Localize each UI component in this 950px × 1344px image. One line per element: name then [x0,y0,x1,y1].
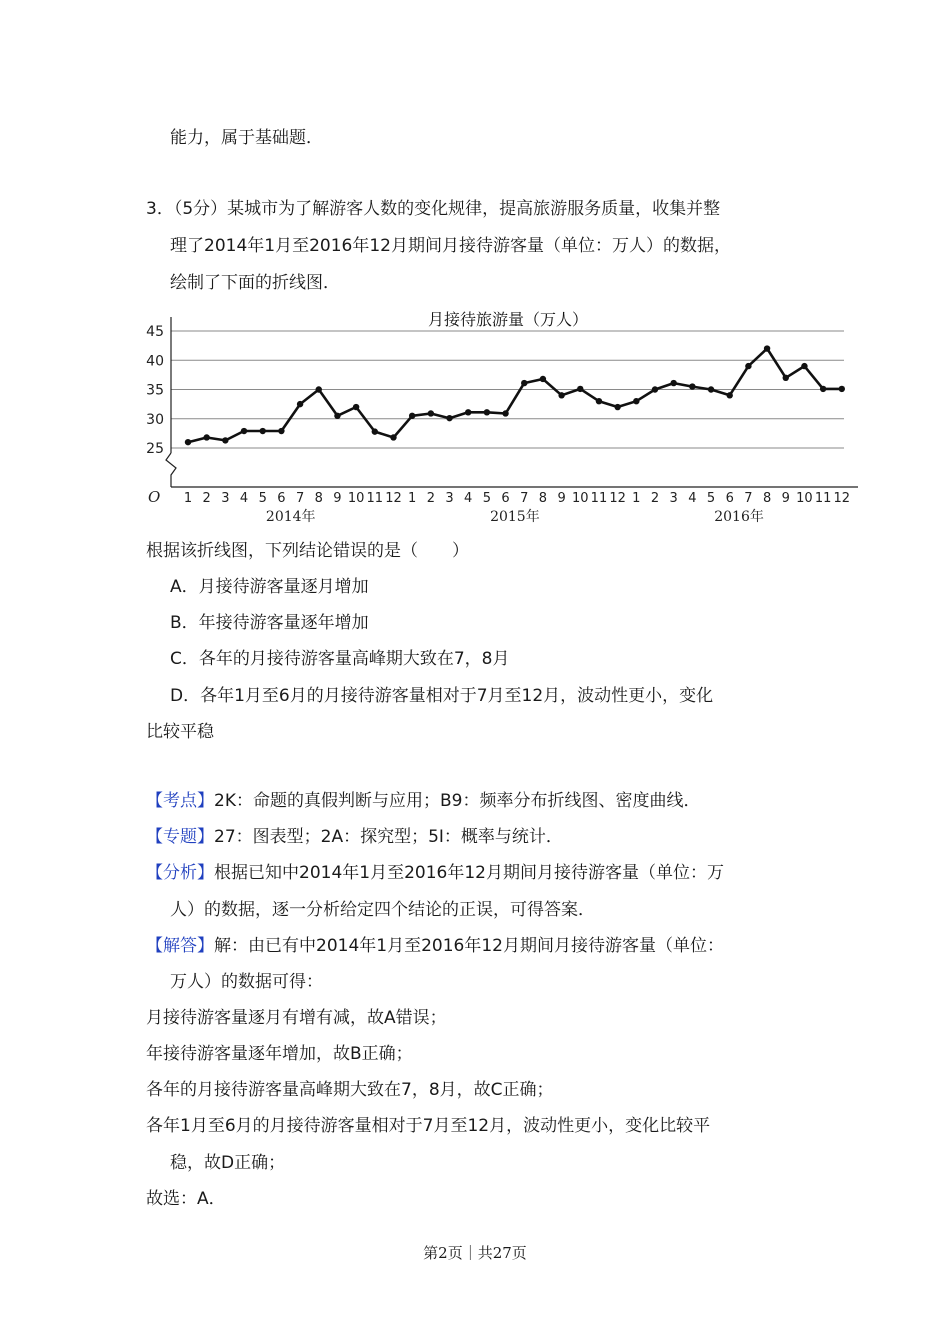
x-tick-label-28: 4 [688,491,697,506]
data-point-31 [745,363,751,369]
x-tick-label-21: 9 [557,491,566,506]
data-point-24 [614,404,620,410]
data-point-34 [801,363,807,369]
x-tick-label-9: 9 [333,491,342,506]
question-prompt: 根据该折线图，下列结论错误的是（ ） [146,541,469,561]
x-tick-label-14: 2 [426,491,435,506]
x-tick-label-31: 7 [744,491,753,506]
x-tick-label-17: 5 [482,491,492,506]
x-tick-label-26: 2 [650,491,660,506]
option-a: A．月接待游客量逐月增加 [170,577,369,597]
fenxi-text-1: 根据已知中2014年1月至2016年12月期间月接待游客量（单位：万 [214,863,724,883]
x-tick-label-1: 1 [183,491,193,506]
data-point-21 [558,392,564,398]
kaodian-tag: 【考点】 [146,791,214,811]
series-line [188,349,842,443]
x-tick-label-22: 10 [572,491,589,506]
x-tick-label-30: 6 [725,491,734,506]
data-point-12 [390,434,396,440]
y-tick-label-25: 25 [146,441,164,457]
solution-line-4: 各年1月至6月的月接待游客量相对于7月至12月，波动性更小，变化比较平 [146,1116,711,1136]
question-line-2: 理了2014年1月至2016年12月期间月接待游客量（单位：万人）的数据， [170,236,731,256]
x-tick-label-25: 1 [632,491,641,506]
data-point-30 [727,392,733,398]
year-label-2: 2015年 [490,509,540,525]
data-point-9 [334,413,340,419]
fenxi-row [146,861,724,885]
data-point-22 [577,386,583,392]
data-point-7 [297,401,303,407]
origin-label: O [148,488,161,506]
jieda-tag: 【解答】 [146,936,214,956]
solution-line-3: 各年的月接待游客量高峰期大致在7，8月，故C正确； [146,1080,554,1100]
kaodian-text: 2K：命题的真假判断与应用；B9：频率分布折线图、密度曲线． [214,791,701,811]
x-tick-label-19: 7 [520,491,529,506]
x-tick-label-20: 8 [538,491,548,506]
data-point-35 [820,386,826,392]
x-tick-label-6: 6 [277,491,286,506]
x-tick-label-34: 10 [796,491,813,506]
year-label-3: 2016年 [714,509,764,525]
data-point-8 [316,386,322,392]
data-point-11 [372,428,378,434]
x-tick-label-4: 4 [239,491,249,506]
data-point-36 [839,386,845,392]
jieda-row [146,934,724,958]
data-point-4 [241,428,247,434]
y-tick-label-40: 40 [146,353,164,370]
data-point-27 [670,380,676,386]
option-c: C．各年的月接待游客量高峰期大致在7，8月 [170,649,510,669]
x-tick-label-18: 6 [501,491,510,506]
zhuanti-tag: 【专题】 [146,827,214,847]
zhuanti-text: 27：图表型；2A：探究型；5I：概率与统计． [214,827,563,847]
data-point-5 [260,428,266,434]
solution-line-1: 月接待游客量逐月有增有减，故A错误； [146,1008,447,1028]
data-point-18 [502,410,508,416]
jieda-text-2: 万人）的数据可得： [170,972,323,992]
fenxi-text-2: 人）的数据，逐一分析给定四个结论的正误，可得答案． [170,900,595,920]
data-point-1 [185,439,191,445]
data-point-17 [484,409,490,415]
data-point-15 [446,415,452,421]
x-tick-label-3: 3 [221,491,230,506]
x-tick-label-35: 11 [814,491,832,506]
data-point-26 [652,386,658,392]
x-tick-label-29: 5 [706,491,716,506]
x-tick-label-33: 9 [781,491,790,506]
question-line-1: 3．（5分）某城市为了解游客人数的变化规律，提高旅游服务质量，收集并整 [146,199,721,219]
x-tick-label-32: 8 [762,491,772,506]
option-d: D．各年1月至6月的月接待游客量相对于7月至12月，波动性更小，变化 [170,686,714,706]
final-answer: 故选：A． [146,1189,226,1209]
y-axis-break [166,453,176,487]
x-tick-label-10: 10 [347,491,365,506]
option-b: B．年接待游客量逐年增加 [170,613,369,633]
data-point-29 [708,386,714,392]
y-tick-label-30: 30 [146,411,164,428]
question-line-3: 绘制了下面的折线图． [170,273,340,293]
data-point-6 [278,428,284,434]
fenxi-tag: 【分析】 [146,863,214,883]
x-tick-label-27: 3 [669,491,678,506]
x-tick-label-8: 8 [314,491,323,506]
chart-title: 月接待旅游量（万人） [427,310,589,329]
data-point-25 [633,398,639,404]
x-tick-label-15: 3 [445,491,454,506]
y-tick-label-45: 45 [146,324,164,340]
year-label-1: 2014年 [265,509,316,525]
data-point-13 [409,413,415,419]
zhuanti-row [146,825,563,849]
x-tick-label-7: 7 [295,491,305,506]
solution-line-5: 稳，故D正确； [170,1153,286,1173]
x-tick-label-16: 4 [464,491,473,506]
data-point-3 [222,437,228,443]
x-tick-label-13: 1 [408,491,417,506]
x-tick-label-23: 11 [590,491,608,506]
x-tick-label-2: 2 [202,491,211,506]
x-tick-label-12: 12 [385,491,402,506]
data-point-33 [783,375,789,381]
y-tick-label-35: 35 [146,382,164,399]
data-point-32 [764,345,770,351]
x-tick-label-5: 5 [258,491,267,506]
data-point-2 [203,434,209,440]
solution-line-2: 年接待游客量逐年增加，故B正确； [146,1044,413,1064]
x-tick-label-24: 12 [609,491,626,506]
page-footer: 第2页｜共27页 [423,1244,527,1262]
data-point-20 [540,376,546,382]
data-point-16 [465,409,471,415]
x-tick-label-36: 12 [833,491,851,506]
data-point-14 [428,410,434,416]
jieda-text-1: 解：由已有中2014年1月至2016年12月期间月接待游客量（单位： [214,936,724,956]
data-point-19 [521,380,527,386]
x-tick-label-11: 11 [366,491,384,506]
data-point-23 [596,398,602,404]
intro-text: 能力，属于基础题． [170,128,323,148]
data-point-28 [689,383,695,389]
option-d-continued: 比较平稳 [146,722,214,742]
data-point-10 [353,404,359,410]
line-chart [140,305,870,530]
kaodian-row [146,789,700,813]
